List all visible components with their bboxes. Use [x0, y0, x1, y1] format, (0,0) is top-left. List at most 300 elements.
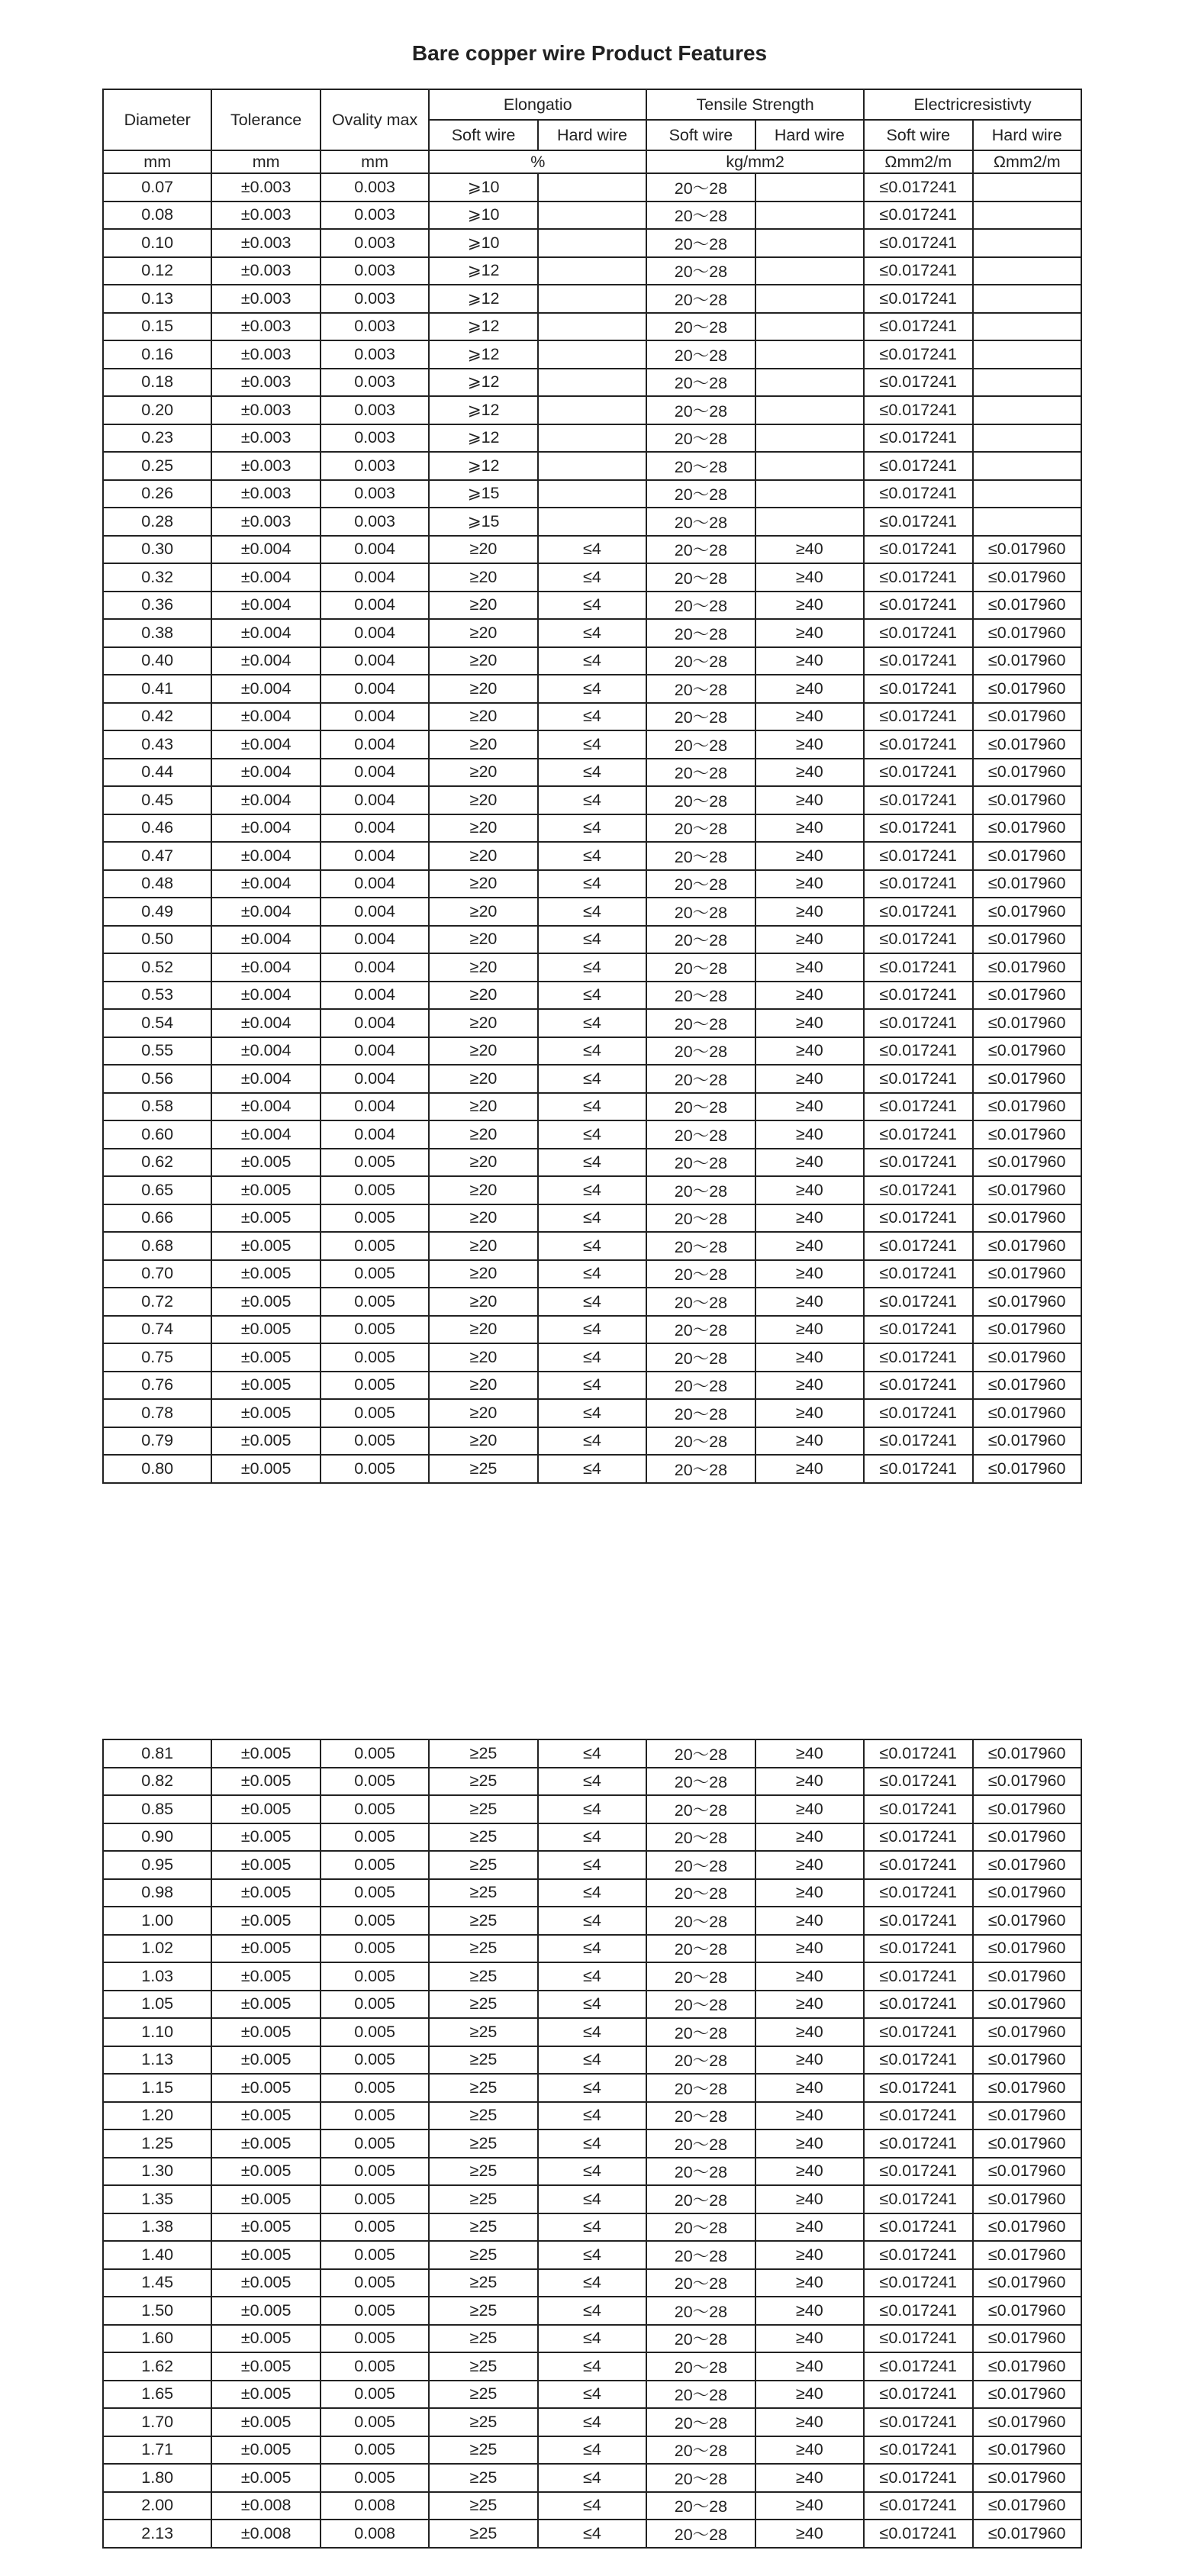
cell-tolerance: ±0.008 — [211, 2520, 320, 2548]
cell-resistivity-hard: ≤0.017960 — [973, 759, 1082, 787]
table-row — [103, 313, 1081, 341]
cell-tolerance: ±0.005 — [211, 1399, 320, 1427]
cell-ovality: 0.004 — [321, 536, 429, 564]
table-row — [103, 953, 1081, 982]
cell-elongation-hard: ≤4 — [538, 953, 646, 982]
cell-elongation-soft: ≥25 — [429, 2297, 537, 2325]
cell-resistivity-hard — [973, 480, 1082, 508]
cell-resistivity-soft: ≤0.017241 — [864, 2241, 972, 2269]
cell-resistivity-hard — [973, 424, 1082, 453]
cell-resistivity-hard: ≤0.017960 — [973, 2520, 1082, 2548]
cell-tensile-hard: ≥40 — [755, 1343, 864, 1372]
cell-diameter: 0.58 — [103, 1093, 211, 1121]
cell-ovality: 0.005 — [321, 1427, 429, 1456]
header-ovality: Ovality max — [321, 89, 429, 150]
cell-ovality: 0.004 — [321, 898, 429, 926]
cell-tolerance: ±0.005 — [211, 1935, 320, 1963]
cell-diameter: 0.55 — [103, 1037, 211, 1066]
cell-resistivity-soft: ≤0.017241 — [864, 173, 972, 202]
cell-tensile-hard: ≥40 — [755, 1427, 864, 1456]
table-row — [103, 202, 1081, 230]
cell-tensile-soft: 20～28 — [646, 2241, 755, 2269]
cell-elongation-soft: ≥20 — [429, 870, 537, 898]
cell-resistivity-soft: ≤0.017241 — [864, 1204, 972, 1233]
cell-tensile-hard: ≥40 — [755, 842, 864, 870]
cell-resistivity-soft: ≤0.017241 — [864, 926, 972, 954]
cell-diameter: 0.72 — [103, 1288, 211, 1316]
cell-elongation-hard: ≤4 — [538, 1935, 646, 1963]
table-row — [103, 647, 1081, 675]
cell-resistivity-hard: ≤0.017960 — [973, 2408, 1082, 2436]
cell-ovality: 0.003 — [321, 229, 429, 257]
cell-tensile-soft: 20～28 — [646, 2158, 755, 2186]
cell-resistivity-hard: ≤0.017960 — [973, 2158, 1082, 2186]
cell-resistivity-hard: ≤0.017960 — [973, 675, 1082, 703]
cell-resistivity-hard: ≤0.017960 — [973, 1009, 1082, 1037]
cell-ovality: 0.003 — [321, 508, 429, 536]
table-row — [103, 1991, 1081, 2019]
cell-tensile-soft: 20～28 — [646, 1455, 755, 1483]
cell-tolerance: ±0.005 — [211, 2464, 320, 2492]
cell-elongation-soft: ≥20 — [429, 1037, 537, 1066]
cell-tensile-hard: ≥40 — [755, 1768, 864, 1796]
cell-elongation-hard: ≤4 — [538, 2185, 646, 2213]
cell-resistivity-soft: ≤0.017241 — [864, 508, 972, 536]
cell-elongation-soft: ≥25 — [429, 2492, 537, 2520]
cell-resistivity-soft: ≤0.017241 — [864, 1795, 972, 1823]
cell-elongation-hard — [538, 424, 646, 453]
cell-tensile-soft: 20～28 — [646, 1991, 755, 2019]
table-row — [103, 2436, 1081, 2465]
table-row — [103, 452, 1081, 480]
table-row — [103, 369, 1081, 397]
cell-tensile-hard: ≥40 — [755, 2297, 864, 2325]
cell-resistivity-soft: ≤0.017241 — [864, 1316, 972, 1344]
cell-tolerance: ±0.004 — [211, 870, 320, 898]
cell-tensile-hard — [755, 369, 864, 397]
cell-resistivity-soft: ≤0.017241 — [864, 1372, 972, 1400]
cell-elongation-soft: ≥20 — [429, 1009, 537, 1037]
cell-tensile-soft: 20～28 — [646, 2520, 755, 2548]
cell-elongation-hard: ≤4 — [538, 1962, 646, 1991]
cell-resistivity-soft: ≤0.017241 — [864, 1232, 972, 1260]
cell-diameter: 1.13 — [103, 2046, 211, 2075]
cell-elongation-hard: ≤4 — [538, 2381, 646, 2409]
table-row — [103, 2185, 1081, 2213]
cell-tolerance: ±0.003 — [211, 396, 320, 424]
cell-tensile-soft: 20～28 — [646, 1176, 755, 1204]
cell-elongation-hard: ≤4 — [538, 1907, 646, 1935]
cell-tensile-hard: ≥40 — [755, 1260, 864, 1288]
cell-resistivity-hard: ≤0.017960 — [973, 730, 1082, 759]
cell-tolerance: ±0.005 — [211, 1316, 320, 1344]
cell-diameter: 1.62 — [103, 2352, 211, 2381]
cell-tensile-hard: ≥40 — [755, 1962, 864, 1991]
cell-tolerance: ±0.005 — [211, 1149, 320, 1177]
cell-diameter: 1.03 — [103, 1962, 211, 1991]
cell-ovality: 0.003 — [321, 452, 429, 480]
cell-ovality: 0.005 — [321, 2464, 429, 2492]
cell-tensile-soft: 20～28 — [646, 229, 755, 257]
cell-resistivity-hard: ≤0.017960 — [973, 1316, 1082, 1344]
cell-tensile-soft: 20～28 — [646, 926, 755, 954]
cell-resistivity-soft: ≤0.017241 — [864, 592, 972, 620]
cell-tolerance: ±0.003 — [211, 369, 320, 397]
cell-tensile-soft: 20～28 — [646, 982, 755, 1010]
cell-tolerance: ±0.004 — [211, 898, 320, 926]
cell-tolerance: ±0.004 — [211, 563, 320, 592]
cell-ovality: 0.005 — [321, 1343, 429, 1372]
cell-tensile-hard: ≥40 — [755, 1232, 864, 1260]
cell-ovality: 0.005 — [321, 2352, 429, 2381]
cell-tensile-soft: 20～28 — [646, 173, 755, 202]
cell-tensile-soft: 20～28 — [646, 759, 755, 787]
cell-elongation-hard — [538, 369, 646, 397]
cell-tensile-hard: ≥40 — [755, 2408, 864, 2436]
cell-elongation-hard: ≤4 — [538, 1065, 646, 1093]
cell-tolerance: ±0.003 — [211, 452, 320, 480]
cell-tolerance: ±0.005 — [211, 1343, 320, 1372]
table-row — [103, 1204, 1081, 1233]
cell-tensile-hard: ≥40 — [755, 1037, 864, 1066]
cell-tolerance: ±0.005 — [211, 2102, 320, 2130]
cell-tolerance: ±0.005 — [211, 2352, 320, 2381]
cell-elongation-soft: ≥25 — [429, 2241, 537, 2269]
cell-ovality: 0.003 — [321, 480, 429, 508]
cell-resistivity-soft: ≤0.017241 — [864, 2102, 972, 2130]
cell-ovality: 0.004 — [321, 647, 429, 675]
cell-resistivity-soft: ≤0.017241 — [864, 2297, 972, 2325]
cell-tensile-hard: ≥40 — [755, 2520, 864, 2548]
table-row — [103, 340, 1081, 369]
cell-ovality: 0.004 — [321, 926, 429, 954]
table-row — [103, 2018, 1081, 2046]
table-row — [103, 2492, 1081, 2520]
cell-tensile-hard: ≥40 — [755, 1009, 864, 1037]
cell-elongation-soft: ⩾12 — [429, 369, 537, 397]
cell-resistivity-soft: ≤0.017241 — [864, 1907, 972, 1935]
cell-tensile-soft: 20～28 — [646, 1768, 755, 1796]
cell-tensile-soft: 20～28 — [646, 647, 755, 675]
cell-diameter: 0.46 — [103, 814, 211, 843]
document-title: Bare copper wire Product Features — [411, 41, 768, 65]
cell-ovality: 0.005 — [321, 1176, 429, 1204]
cell-elongation-hard — [538, 508, 646, 536]
cell-tolerance: ±0.005 — [211, 1962, 320, 1991]
cell-elongation-hard: ≤4 — [538, 1204, 646, 1233]
cell-resistivity-soft: ≤0.017241 — [864, 1823, 972, 1852]
cell-elongation-hard: ≤4 — [538, 926, 646, 954]
cell-elongation-hard: ≤4 — [538, 814, 646, 843]
cell-tolerance: ±0.003 — [211, 313, 320, 341]
cell-elongation-soft: ≥20 — [429, 1427, 537, 1456]
cell-tensile-hard: ≥40 — [755, 2102, 864, 2130]
cell-resistivity-hard — [973, 340, 1082, 369]
cell-elongation-soft: ≥25 — [429, 1739, 537, 1768]
cell-elongation-hard: ≤4 — [538, 1455, 646, 1483]
cell-diameter: 0.45 — [103, 786, 211, 814]
cell-ovality: 0.003 — [321, 340, 429, 369]
cell-tensile-hard: ≥40 — [755, 1372, 864, 1400]
cell-tensile-hard: ≥40 — [755, 2352, 864, 2381]
cell-diameter: 1.60 — [103, 2325, 211, 2353]
cell-resistivity-soft: ≤0.017241 — [864, 424, 972, 453]
cell-elongation-soft: ≥25 — [429, 2185, 537, 2213]
cell-tolerance: ±0.004 — [211, 1120, 320, 1149]
cell-diameter: 0.26 — [103, 480, 211, 508]
cell-tensile-soft: 20～28 — [646, 2074, 755, 2102]
cell-tensile-hard: ≥40 — [755, 870, 864, 898]
cell-resistivity-soft: ≤0.017241 — [864, 1037, 972, 1066]
cell-tolerance: ±0.003 — [211, 480, 320, 508]
cell-elongation-hard — [538, 452, 646, 480]
cell-elongation-soft: ⩾12 — [429, 340, 537, 369]
cell-tensile-hard: ≥40 — [755, 563, 864, 592]
cell-tensile-soft: 20～28 — [646, 313, 755, 341]
unit-diameter: mm — [103, 150, 211, 173]
cell-tensile-hard: ≥40 — [755, 1879, 864, 1907]
cell-tensile-hard — [755, 508, 864, 536]
cell-diameter: 1.35 — [103, 2185, 211, 2213]
cell-elongation-soft: ≥20 — [429, 619, 537, 647]
cell-elongation-soft: ≥25 — [429, 1962, 537, 1991]
cell-tensile-soft: 20～28 — [646, 2464, 755, 2492]
cell-tensile-soft: 20～28 — [646, 1288, 755, 1316]
cell-tensile-hard: ≥40 — [755, 759, 864, 787]
cell-ovality: 0.004 — [321, 786, 429, 814]
cell-tensile-hard: ≥40 — [755, 2074, 864, 2102]
cell-elongation-soft: ≥25 — [429, 2436, 537, 2465]
cell-elongation-soft: ⩾10 — [429, 202, 537, 230]
unit-ovality: mm — [321, 150, 429, 173]
cell-diameter: 1.45 — [103, 2269, 211, 2297]
cell-resistivity-soft: ≤0.017241 — [864, 2408, 972, 2436]
cell-ovality: 0.004 — [321, 703, 429, 731]
cell-resistivity-soft: ≤0.017241 — [864, 563, 972, 592]
cell-resistivity-hard: ≤0.017960 — [973, 1962, 1082, 1991]
table-row — [103, 2102, 1081, 2130]
cell-resistivity-soft: ≤0.017241 — [864, 2158, 972, 2186]
cell-tensile-soft: 20～28 — [646, 1204, 755, 1233]
cell-resistivity-soft: ≤0.017241 — [864, 1009, 972, 1037]
cell-ovality: 0.003 — [321, 257, 429, 285]
cell-resistivity-hard: ≤0.017960 — [973, 2492, 1082, 2520]
cell-tensile-soft: 20～28 — [646, 1232, 755, 1260]
cell-resistivity-hard: ≤0.017960 — [973, 592, 1082, 620]
cell-tensile-hard: ≥40 — [755, 1795, 864, 1823]
cell-elongation-hard: ≤4 — [538, 592, 646, 620]
cell-tolerance: ±0.005 — [211, 2241, 320, 2269]
cell-resistivity-soft: ≤0.017241 — [864, 675, 972, 703]
cell-elongation-hard: ≤4 — [538, 1991, 646, 2019]
cell-tolerance: ±0.004 — [211, 1037, 320, 1066]
cell-elongation-hard: ≤4 — [538, 2325, 646, 2353]
cell-elongation-soft: ≥25 — [429, 1795, 537, 1823]
table-row — [103, 1879, 1081, 1907]
cell-diameter: 2.13 — [103, 2520, 211, 2548]
cell-diameter: 0.53 — [103, 982, 211, 1010]
cell-ovality: 0.004 — [321, 675, 429, 703]
cell-tensile-soft: 20～28 — [646, 2352, 755, 2381]
cell-resistivity-hard: ≤0.017960 — [973, 1991, 1082, 2019]
cell-tolerance: ±0.005 — [211, 2046, 320, 2075]
table-row — [103, 2297, 1081, 2325]
cell-resistivity-soft: ≤0.017241 — [864, 285, 972, 313]
cell-tolerance: ±0.005 — [211, 2269, 320, 2297]
cell-ovality: 0.005 — [321, 2129, 429, 2158]
cell-elongation-hard: ≤4 — [538, 2464, 646, 2492]
cell-tolerance: ±0.003 — [211, 257, 320, 285]
cell-elongation-soft: ≥20 — [429, 1093, 537, 1121]
table-row — [103, 480, 1081, 508]
cell-tensile-soft: 20～28 — [646, 480, 755, 508]
cell-diameter: 0.20 — [103, 396, 211, 424]
cell-tensile-soft: 20～28 — [646, 1935, 755, 1963]
cell-tensile-hard: ≥40 — [755, 1935, 864, 1963]
cell-tensile-soft: 20～28 — [646, 1372, 755, 1400]
cell-ovality: 0.005 — [321, 1149, 429, 1177]
cell-ovality: 0.005 — [321, 1907, 429, 1935]
cell-tolerance: ±0.004 — [211, 647, 320, 675]
table-body-page-2 — [103, 1739, 1081, 2548]
cell-elongation-soft: ≥20 — [429, 1316, 537, 1344]
cell-resistivity-hard: ≤0.017960 — [973, 1260, 1082, 1288]
unit-tolerance: mm — [211, 150, 320, 173]
table-row — [103, 1851, 1081, 1879]
cell-tensile-hard: ≥40 — [755, 926, 864, 954]
cell-tolerance: ±0.005 — [211, 1739, 320, 1768]
cell-tolerance: ±0.004 — [211, 982, 320, 1010]
cell-ovality: 0.005 — [321, 2436, 429, 2465]
cell-elongation-soft: ≥20 — [429, 842, 537, 870]
cell-tolerance: ±0.005 — [211, 2158, 320, 2186]
cell-tensile-hard: ≥40 — [755, 2213, 864, 2242]
table-row — [103, 2129, 1081, 2158]
cell-tensile-soft: 20～28 — [646, 1093, 755, 1121]
cell-resistivity-soft: ≤0.017241 — [864, 536, 972, 564]
table-row — [103, 563, 1081, 592]
cell-tolerance: ±0.005 — [211, 2074, 320, 2102]
cell-elongation-hard — [538, 340, 646, 369]
table-row — [103, 1739, 1081, 1768]
cell-diameter: 0.13 — [103, 285, 211, 313]
wire-spec-table-page-2 — [102, 1739, 1082, 2549]
table-row — [103, 619, 1081, 647]
cell-elongation-soft: ≥25 — [429, 1907, 537, 1935]
table-row — [103, 257, 1081, 285]
cell-tensile-hard — [755, 313, 864, 341]
cell-tolerance: ±0.004 — [211, 619, 320, 647]
cell-elongation-soft: ≥20 — [429, 1065, 537, 1093]
table-row — [103, 285, 1081, 313]
cell-ovality: 0.003 — [321, 202, 429, 230]
cell-resistivity-hard: ≤0.017960 — [973, 1823, 1082, 1852]
cell-elongation-soft: ≥20 — [429, 1176, 537, 1204]
cell-elongation-hard: ≤4 — [538, 2074, 646, 2102]
cell-tensile-soft: 20～28 — [646, 1399, 755, 1427]
cell-elongation-hard: ≤4 — [538, 1260, 646, 1288]
cell-diameter: 0.85 — [103, 1795, 211, 1823]
cell-tolerance: ±0.004 — [211, 1065, 320, 1093]
table-row — [103, 926, 1081, 954]
cell-diameter: 0.98 — [103, 1879, 211, 1907]
cell-ovality: 0.005 — [321, 1288, 429, 1316]
cell-diameter: 0.78 — [103, 1399, 211, 1427]
cell-tolerance: ±0.003 — [211, 202, 320, 230]
cell-ovality: 0.005 — [321, 1260, 429, 1288]
cell-ovality: 0.003 — [321, 285, 429, 313]
cell-tensile-hard: ≥40 — [755, 1399, 864, 1427]
cell-tolerance: ±0.005 — [211, 1427, 320, 1456]
cell-resistivity-hard — [973, 369, 1082, 397]
cell-resistivity-soft: ≤0.017241 — [864, 313, 972, 341]
cell-resistivity-soft: ≤0.017241 — [864, 1065, 972, 1093]
cell-resistivity-soft: ≤0.017241 — [864, 229, 972, 257]
cell-elongation-soft: ≥20 — [429, 926, 537, 954]
cell-tensile-soft: 20～28 — [646, 1149, 755, 1177]
cell-elongation-hard — [538, 480, 646, 508]
cell-tolerance: ±0.003 — [211, 285, 320, 313]
table-row — [103, 2046, 1081, 2075]
cell-elongation-soft: ≥20 — [429, 953, 537, 982]
table-row — [103, 2241, 1081, 2269]
cell-tolerance: ±0.005 — [211, 1795, 320, 1823]
cell-resistivity-hard — [973, 452, 1082, 480]
table-row — [103, 1399, 1081, 1427]
cell-tensile-soft: 20～28 — [646, 1037, 755, 1066]
header-elongation-hard: Hard wire — [538, 120, 646, 150]
cell-elongation-hard: ≤4 — [538, 675, 646, 703]
cell-resistivity-soft: ≤0.017241 — [864, 1120, 972, 1149]
cell-tensile-soft: 20～28 — [646, 619, 755, 647]
cell-elongation-hard: ≤4 — [538, 1093, 646, 1121]
cell-resistivity-soft: ≤0.017241 — [864, 2520, 972, 2548]
cell-resistivity-soft: ≤0.017241 — [864, 202, 972, 230]
cell-tensile-soft: 20～28 — [646, 563, 755, 592]
cell-ovality: 0.005 — [321, 2074, 429, 2102]
cell-resistivity-hard: ≤0.017960 — [973, 1851, 1082, 1879]
cell-diameter: 1.15 — [103, 2074, 211, 2102]
cell-ovality: 0.005 — [321, 1795, 429, 1823]
cell-tensile-soft: 20～28 — [646, 1343, 755, 1372]
table-row — [103, 1907, 1081, 1935]
cell-tensile-soft: 20～28 — [646, 786, 755, 814]
cell-ovality: 0.004 — [321, 592, 429, 620]
cell-diameter: 1.65 — [103, 2381, 211, 2409]
cell-tensile-hard: ≥40 — [755, 1851, 864, 1879]
cell-resistivity-hard: ≤0.017960 — [973, 2018, 1082, 2046]
cell-diameter: 1.02 — [103, 1935, 211, 1963]
cell-ovality: 0.004 — [321, 730, 429, 759]
cell-tensile-hard: ≥40 — [755, 2492, 864, 2520]
table-row — [103, 730, 1081, 759]
table-row — [103, 1260, 1081, 1288]
cell-tensile-soft: 20～28 — [646, 1120, 755, 1149]
cell-diameter: 0.42 — [103, 703, 211, 731]
cell-tolerance: ±0.003 — [211, 173, 320, 202]
cell-elongation-hard: ≤4 — [538, 1288, 646, 1316]
cell-resistivity-hard: ≤0.017960 — [973, 1343, 1082, 1372]
cell-diameter: 0.41 — [103, 675, 211, 703]
cell-diameter: 0.40 — [103, 647, 211, 675]
cell-elongation-soft: ≥25 — [429, 2018, 537, 2046]
cell-resistivity-hard: ≤0.017960 — [973, 1907, 1082, 1935]
cell-ovality: 0.008 — [321, 2520, 429, 2548]
cell-elongation-soft: ≥20 — [429, 730, 537, 759]
cell-resistivity-hard: ≤0.017960 — [973, 2213, 1082, 2242]
cell-ovality: 0.005 — [321, 1768, 429, 1796]
cell-resistivity-hard: ≤0.017960 — [973, 1288, 1082, 1316]
